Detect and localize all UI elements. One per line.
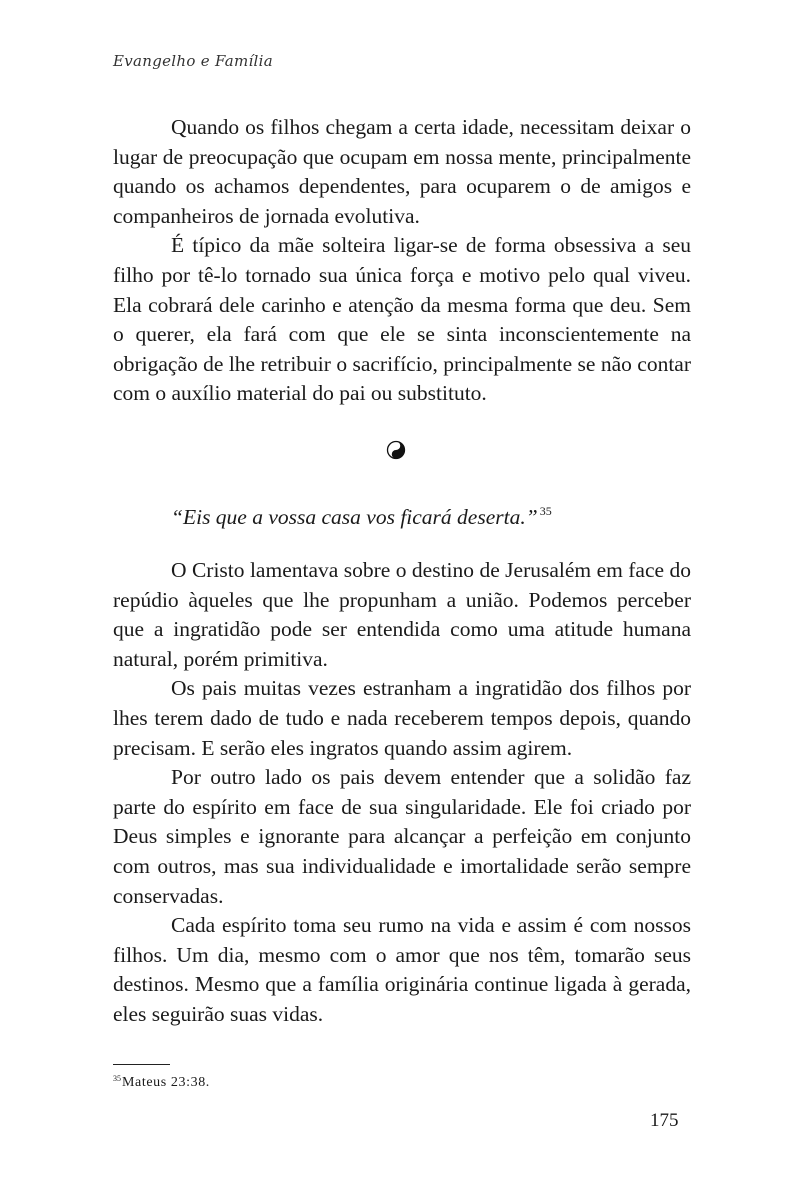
paragraph: Cada espírito toma seu rumo na vida e assim é com nossos filhos. Um dia, mesmo com o amor que nos têm, tomarão seus destinos. Mesmo que a família originária continue ligada à gerada, eles seguirão suas vidas.: [113, 913, 691, 1026]
paragraph: Os pais muitas vezes estranham a ingratidão dos filhos por lhes terem dado de tudo e nada receberem tempos depois, quando precisam. E serão eles ingratos quando assim agirem.: [113, 676, 691, 760]
body-text-section-2: [113, 556, 691, 1030]
yin-yang-icon: [386, 440, 406, 460]
footnote-number: 35: [113, 1074, 121, 1083]
paragraph: Quando os filhos chegam a certa idade, necessitam deixar o lugar de preocupação que ocupam em nossa mente, principalmente quando os achamos dependentes, para ocuparem o de amigos e companheiros de jornada evolutiva.: [113, 115, 691, 228]
epigraph-quote: “Eis que a vossa casa vos ficará deserta.”: [171, 505, 538, 529]
footnote-divider: [113, 1064, 170, 1065]
footnote-text: Mateus 23:38.: [122, 1075, 210, 1090]
epigraph: [171, 496, 552, 532]
running-header: Evangelho e Família: [113, 52, 273, 70]
paragraph: Por outro lado os pais devem entender que a solidão faz parte do espírito em face de sua singularidade. Ele foi criado por Deus simples e ignorante para alcançar a perfeição em conjunto com outros, mas sua individualidade e imortalidade serão sempre conservadas.: [113, 765, 691, 908]
paragraph: O Cristo lamentava sobre o destino de Jerusalém em face do repúdio àqueles que lhe propunham a união. Podemos perceber que a ingratidão pode ser entendida como uma atitude humana natural, porém primitiva.: [113, 558, 691, 671]
body-text-section-1: [113, 113, 691, 409]
footnote-reference[interactable]: 35: [539, 504, 552, 518]
page-number: 175: [650, 1110, 679, 1131]
paragraph: É típico da mãe solteira ligar-se de forma obsessiva a seu filho por tê-lo tornado sua única força e motivo pelo qual viveu. Ela cobrará dele carinho e atenção da mesma forma que deu. Sem o querer, ela fará com que ele se sinta inconscientemente na obrigação de lhe retribuir o sacrifício, principalmente se não contar com o auxílio material do pai ou substituto.: [113, 233, 691, 406]
footnote: [113, 1070, 210, 1092]
